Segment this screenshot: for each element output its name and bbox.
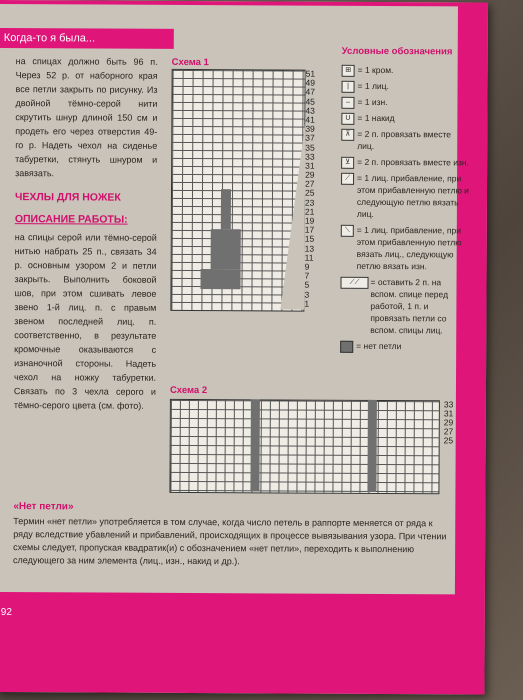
row-number: 51: [305, 68, 316, 79]
schema2-row-numbers: [444, 400, 454, 445]
legend-text: = 1 лиц. прибавление, при этом прибавленную петлю и следующую петлю вязать лиц.: [356, 172, 469, 219]
subsection-title: ОПИСАНИЕ РАБОТЫ:: [14, 213, 128, 226]
row-number: 41: [305, 114, 315, 125]
legend-item: [341, 112, 469, 125]
row-number: 25: [304, 188, 315, 199]
legend-text: = оставить 2 п. на вспом. спице перед работой, 1 п. и провязать петли со вспом. спицы лиц.: [370, 276, 449, 336]
row-number: 15: [304, 233, 315, 245]
row-number: 33: [443, 399, 454, 410]
row-number: 7: [304, 270, 310, 281]
legend-item: [341, 172, 469, 221]
no-stitch-cell: [200, 269, 240, 289]
legend-text: = 1 лиц. прибавление, при этом прибавленную петлю вязать лиц., следующую петлю вязать изн.: [356, 224, 462, 272]
row-number: 27: [305, 178, 315, 189]
note-box: [13, 500, 453, 569]
legend-symbol: |: [342, 81, 355, 93]
row-number: 17: [304, 224, 315, 235]
row-number: 39: [305, 123, 315, 134]
legend-symbol: ⊞: [342, 65, 355, 77]
row-number: 45: [305, 96, 315, 107]
no-stitch-column: [367, 400, 376, 492]
row-number: 31: [305, 160, 315, 171]
legend-item: [341, 128, 469, 153]
row-number: 47: [305, 86, 316, 98]
row-number: 33: [305, 151, 315, 162]
section-title: ЧЕХЛЫ ДЛЯ НОЖЕК: [14, 191, 121, 204]
legend-symbol: ⟍: [341, 225, 354, 237]
legend-title: Условные обозначения: [341, 45, 453, 58]
legend-symbol: ⟋: [341, 173, 354, 185]
legend-item: [341, 96, 469, 109]
bottom-border: [0, 592, 457, 694]
page-number: 92: [0, 607, 12, 619]
note-title: «Нет петли»: [13, 501, 74, 513]
page-header: Когда-то я была...: [0, 28, 174, 49]
body-text: на спицы серой или тёмно-серой нитью набрать 25 п., связать 34 р. основным узором 2 и петли закрыть. Выполнить боковой шов, при этом сшивать левое звено 1-й лиц. п. с правым звеном последней лиц. п. соответственно, в результате кромочные оказываются с изнаночной стороны. Надеть чехол на ножку табуретки. Связать по 3 чехла серого и тёмно-серого цвета (см. фото).: [13, 232, 157, 411]
legend-text: = 1 кром.: [357, 64, 394, 76]
row-number: 43: [305, 105, 315, 116]
legend-symbol: ⊼: [341, 129, 354, 141]
row-number: 1: [304, 298, 310, 309]
row-number: 29: [443, 417, 454, 428]
row-number: 27: [443, 426, 454, 437]
row-number: 31: [443, 408, 454, 419]
row-number: 49: [305, 77, 316, 88]
row-number: 29: [305, 169, 315, 180]
legend-symbol: ⟋⟋: [340, 277, 368, 289]
legend-text: = 1 изн.: [357, 96, 388, 108]
legend-symbol: –: [341, 97, 354, 109]
legend-item: [342, 64, 470, 77]
legend-text: = 1 лиц.: [357, 80, 389, 92]
legend: [340, 46, 470, 357]
row-number: 9: [304, 261, 310, 272]
legend-text: = нет петли: [356, 340, 402, 352]
row-number: 37: [305, 132, 315, 143]
legend-text: = 2 п. провязать вместе лиц.: [357, 128, 452, 151]
legend-symbol: [340, 341, 353, 353]
legend-item: [342, 80, 470, 93]
row-number: 21: [304, 206, 315, 217]
schema1-row-numbers: [304, 70, 315, 309]
schema2-grid: [169, 399, 439, 494]
row-number: 5: [304, 279, 310, 290]
legend-text: = 1 накид: [357, 112, 395, 124]
legend-item: [340, 276, 468, 337]
schema2-title: Схема 2: [169, 384, 208, 397]
no-stitch-column: [250, 399, 259, 491]
intro-text: на спицах должно быть 96 п. Через 52 р. от наборного края все петли закрыть по рисунку. Из двойной тёмно-серой нити скрутить шнур длиной 150 см и продеть его через отверстия 49-го р. Надеть чехол на сиденье табуретки, стянуть шнуром и завязать.: [15, 56, 158, 179]
left-column: [14, 54, 158, 419]
legend-item: [341, 156, 469, 169]
row-number: 3: [304, 289, 310, 300]
row-number: 13: [304, 243, 315, 254]
row-number: 11: [304, 252, 314, 263]
note-text: Термин «нет петли» употребляется в том случае, когда число петель в раппорте меняется от ряда к ряду вследствие убавлений и прибавлений, происходящих в процессе вывязывания узора. При чтении схемы следует, пропуская квадратик(и) с обозначением «нет петли», переходить к выполнению следующего за ним элемента (лиц., изн., накид и др.).: [13, 516, 447, 567]
no-stitch-cell: [221, 189, 231, 229]
legend-text: = 2 п. провязать вместе изн.: [357, 156, 469, 168]
row-number: 35: [305, 142, 315, 153]
row-number: 23: [304, 197, 315, 208]
no-stitch-cell: [211, 229, 241, 269]
legend-item: [340, 340, 468, 353]
legend-symbol: U: [341, 113, 354, 125]
legend-symbol: ⊻: [341, 157, 354, 169]
row-number: 25: [443, 435, 454, 446]
schema1-title: Схема 1: [171, 56, 209, 69]
row-number: 19: [304, 215, 315, 226]
legend-item: [341, 224, 469, 273]
